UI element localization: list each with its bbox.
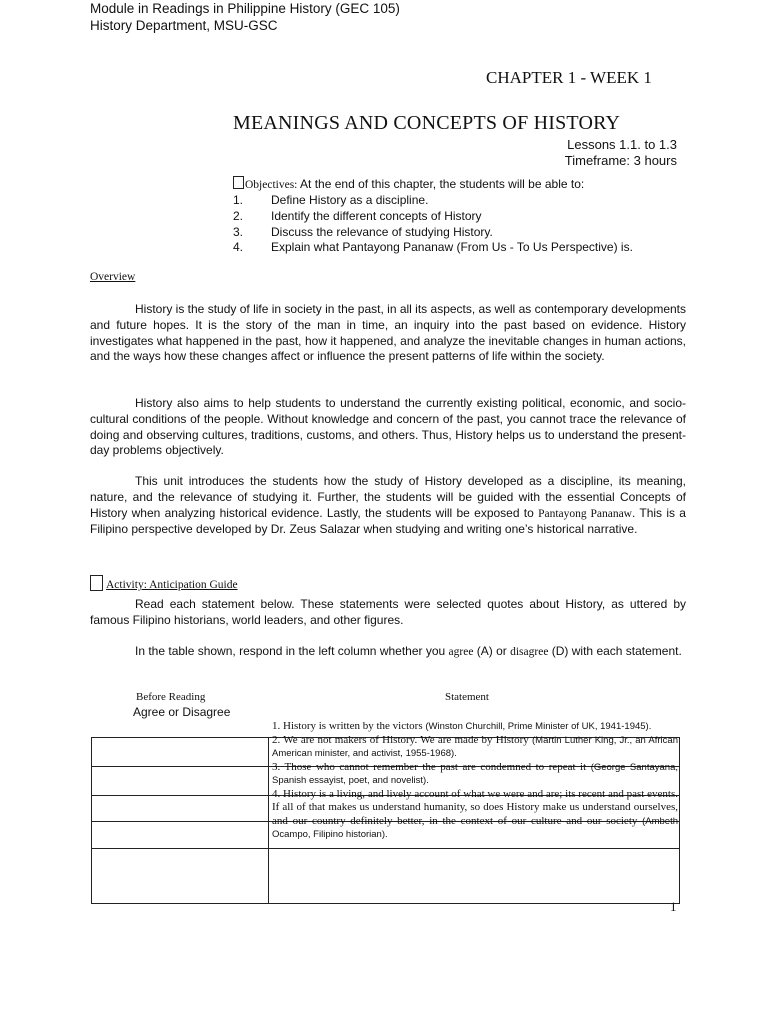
overview-paragraph-3: This unit introduces the students how the study of History developed as a discipline, its meaning, nature, and the relevance of studying it. Further, the students will be guided with the essential Concepts of History when analyzing historical evidence. Lastly, the students will be exposed to Pantayong Pananaw. This is a Filipino perspective developed by Dr. Zeus Salazar when studying and writing one’s historical narrative. <box>90 474 686 537</box>
document-header <box>90 0 400 34</box>
answer-cell[interactable] <box>92 767 269 796</box>
answer-cell[interactable] <box>92 849 269 904</box>
activity-paragraph-1: Read each statement below. These statements were selected quotes about History, as uttered by famous Filipino historians, world leaders, and other figures. <box>90 597 686 627</box>
lesson-meta <box>565 137 677 169</box>
column-header-statement: Statement <box>445 691 489 703</box>
objectives-label: Objectives: <box>245 179 298 191</box>
overview-heading: Overview <box>90 271 136 283</box>
statement-cell <box>269 849 680 904</box>
timeframe: Timeframe: 3 hours <box>564 153 677 168</box>
checkbox-icon <box>233 176 244 189</box>
column-header-agree-disagree: Agree or Disagree <box>133 705 231 719</box>
page-title: MEANINGS AND CONCEPTS OF HISTORY <box>233 112 621 134</box>
objective-item: 3. Discuss the relevance of studying History. <box>233 224 493 239</box>
header-module-title: Module in Readings in Philippine History (GEC 105) <box>90 1 400 16</box>
objective-item: 1. Define History as a discipline. <box>233 193 429 207</box>
statement-3: 3. Those who cannot remember the past are condemned to repeat it (George Santayana, Spanish essayist, poet, and novelist). <box>272 760 678 786</box>
activity-heading: Activity: Anticipation Guide <box>90 575 238 591</box>
objectives-intro <box>233 176 584 193</box>
answer-cell[interactable] <box>92 796 269 822</box>
statements-text <box>272 720 678 842</box>
column-header-before-reading: Before Reading <box>136 691 206 703</box>
checkbox-icon <box>90 575 103 591</box>
lessons-range: Lessons 1.1. to 1.3 <box>567 137 677 152</box>
activity-paragraph-2: In the table shown, respond in the left column whether you agree (A) or disagree (D) with each statement. <box>135 644 682 658</box>
objective-item: 2. Identify the different concepts of History <box>233 208 482 223</box>
overview-paragraph-1: History is the study of life in society in the past, in all its aspects, as well as contemporary developments and future hopes. It is the story of the man in time, an inquiry into the past based on evidence. History investigates what happened in the past, how it happened, and analyze the inevitable changes in human actions, and the ways how these changes affect or influence the present patterns of life within the society. <box>90 302 686 364</box>
overview-paragraph-2: History also aims to help students to understand the currently existing political, economic, and socio-cultural conditions of the people. Without knowledge and concern of the past, you cannot trace the relevance of doing and observing cultures, traditions, customs, and others. Thus, History helps us to understand the present-day problems objectively. <box>90 396 686 458</box>
objectives-list <box>233 193 633 256</box>
table-row <box>92 849 680 904</box>
pantayong-pananaw-term: Pantayong Pananaw <box>538 507 632 520</box>
answer-cell[interactable] <box>92 822 269 849</box>
statement-2: 2. We are not makers of History. We are made by History (Martin Luther King, Jr., an African American minister, and activist, 1955-1968). <box>272 733 678 759</box>
page-number: 1 <box>670 899 677 914</box>
objective-item: 4. Explain what Pantayong Pananaw (From Us - To Us Perspective) is. <box>233 240 633 255</box>
objectives-intro-text: At the end of this chapter, the students will be able to: <box>297 177 585 191</box>
statement-4: 4. History is a living, and lively account of what we were and are; its recent and past events. If all of that makes us understand humanity, so does History make us understand ourselves, and our country definitely better, in the context of our culture and our society (Ambeth Ocampo, Filipino historian). <box>272 787 678 840</box>
chapter-label: CHAPTER 1 - WEEK 1 <box>486 68 652 87</box>
statement-1: 1. History is written by the victors (Winston Churchill, Prime Minister of UK, 1941-1945). <box>272 720 652 732</box>
header-department: History Department, MSU-GSC <box>90 18 278 33</box>
answer-cell[interactable] <box>92 738 269 767</box>
